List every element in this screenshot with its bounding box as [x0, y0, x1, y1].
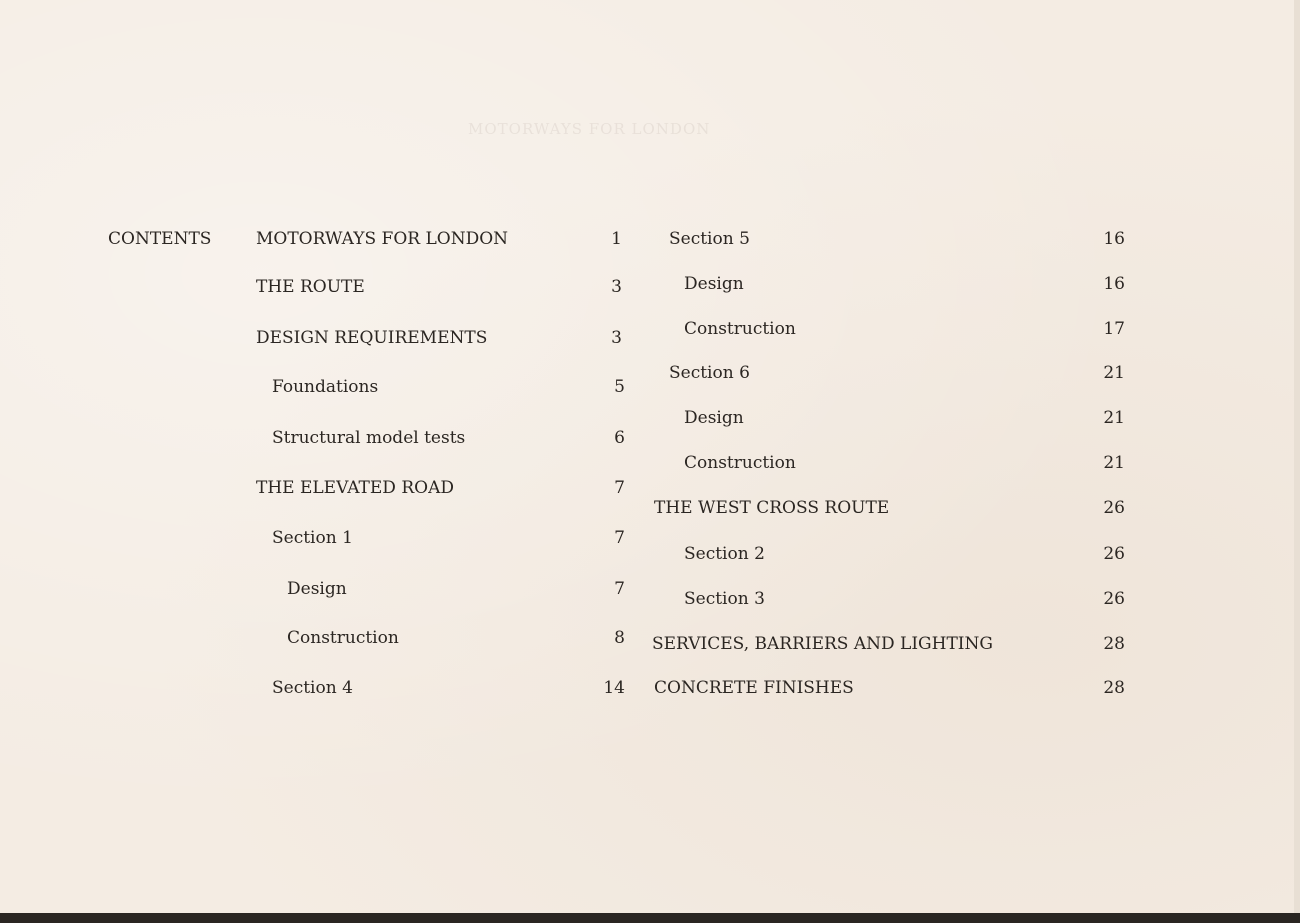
- toc-entry-title: Section 1: [272, 528, 353, 548]
- toc-entry-title: Section 2: [684, 544, 765, 564]
- toc-entry-page: 6: [614, 428, 625, 448]
- toc-entry-page: 21: [1103, 363, 1125, 383]
- toc-entry-title: Section 4: [272, 678, 353, 698]
- toc-entry-title: CONCRETE FINISHES: [654, 678, 854, 698]
- toc-entry-page: 7: [614, 528, 625, 548]
- contents-label: CONTENTS: [108, 229, 212, 249]
- toc-entry-page: 1: [611, 229, 622, 249]
- toc-entry-page: 26: [1103, 589, 1125, 609]
- toc-entry-page: 5: [614, 377, 625, 397]
- page-shadow: [0, 913, 1300, 923]
- toc-entry-title: THE ELEVATED ROAD: [256, 478, 454, 498]
- toc-entry-title: DESIGN REQUIREMENTS: [256, 328, 488, 348]
- toc-entry-title: Section 6: [669, 363, 750, 383]
- toc-entry-title: MOTORWAYS FOR LONDON: [256, 229, 509, 249]
- toc-entry-page: 28: [1103, 634, 1125, 654]
- toc-entry-page: 8: [614, 628, 625, 648]
- toc-entry-page: 28: [1103, 678, 1125, 698]
- toc-entry-page: 26: [1103, 498, 1125, 518]
- toc-entry-title: Construction: [684, 319, 796, 339]
- toc-entry-title: Design: [684, 274, 744, 294]
- toc-entry-page: 26: [1103, 544, 1125, 564]
- toc-entry-page: 7: [614, 579, 625, 599]
- toc-entry-page: 21: [1103, 453, 1125, 473]
- faint-heading: MOTORWAYS FOR LONDON: [468, 120, 711, 138]
- page-edge: [1294, 0, 1300, 923]
- toc-entry-title: Design: [287, 579, 347, 599]
- toc-entry-title: Foundations: [272, 377, 379, 397]
- toc-entry-title: Section 3: [684, 589, 765, 609]
- toc-entry-title: SERVICES, BARRIERS AND LIGHTING: [652, 634, 993, 654]
- toc-entry-page: 16: [1103, 274, 1125, 294]
- toc-entry-page: 21: [1103, 408, 1125, 428]
- toc-entry-page: 3: [611, 277, 622, 297]
- toc-entry-title: Construction: [684, 453, 796, 473]
- toc-entry-title: Design: [684, 408, 744, 428]
- toc-entry-title: THE ROUTE: [256, 277, 365, 297]
- toc-entry-title: Construction: [287, 628, 399, 648]
- toc-entry-page: 16: [1103, 229, 1125, 249]
- toc-entry-page: 17: [1103, 319, 1125, 339]
- toc-entry-title: THE WEST CROSS ROUTE: [654, 498, 890, 518]
- toc-entry-title: Structural model tests: [272, 428, 466, 448]
- toc-entry-page: 3: [611, 328, 622, 348]
- toc-entry-title: Section 5: [669, 229, 750, 249]
- toc-entry-page: 14: [603, 678, 625, 698]
- toc-entry-page: 7: [614, 478, 625, 498]
